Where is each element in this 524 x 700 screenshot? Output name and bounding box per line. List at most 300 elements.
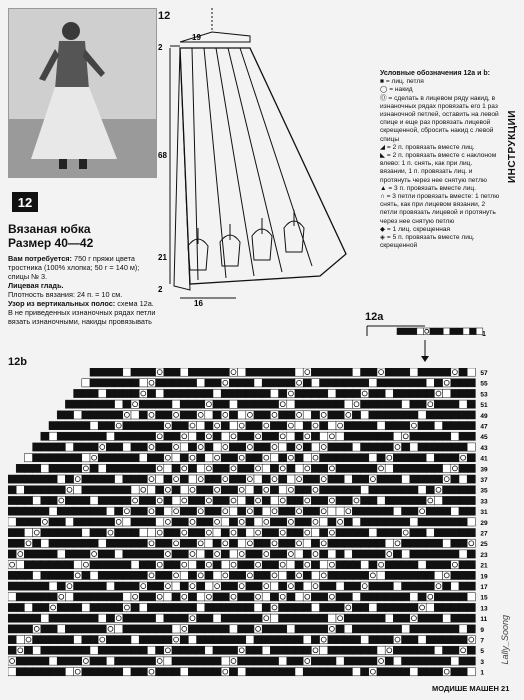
chart-b-cell [172,432,180,440]
chart-b-cell [320,496,328,504]
chart-b-cell [65,486,73,494]
chart-b-cell [172,593,180,601]
chart-b-cell [344,571,352,579]
chart-b-cell [254,411,262,419]
chart-b-cell [451,561,459,569]
chart-b-cell [205,411,213,419]
chart-b-cell [147,625,155,633]
chart-b-cell [123,389,131,397]
skirt-schematic [150,8,380,308]
chart-b-cell [361,657,369,665]
chart-b-cell [197,518,205,526]
chart-b-cell [303,593,311,601]
chart-b-cell [197,400,205,408]
chart-b-cell [180,454,188,462]
chart-b-cell [328,432,336,440]
chart-b-cell [311,603,319,611]
chart-b-cell [279,668,287,676]
chart-b-cell [279,636,287,644]
chart-b-cell [262,646,270,654]
chart-b-cell [311,368,319,376]
chart-b-cell [164,625,172,633]
chart-b-cell [115,593,123,601]
chart-b-cell [131,603,139,611]
chart-b-cell [197,422,205,430]
chart-b-cell [279,603,287,611]
chart-b-cell [287,507,295,515]
chart-b-cell [467,379,475,387]
chart-b-cell [123,625,131,633]
chart-b-cell [156,668,164,676]
chart-b-cell [172,614,180,622]
chart-b-cell [205,603,213,611]
chart-b-cell [311,496,319,504]
chart-b-cell [49,582,57,590]
chart-b-cell [82,518,90,526]
chart-b-cell [8,550,16,558]
chart-b-cell [459,432,467,440]
chart-b-cell [213,614,221,622]
chart-b-cell [8,486,16,494]
chart-b-cell [385,379,393,387]
chart-b-cell [426,561,434,569]
chart-b-cell [467,529,475,537]
chart-b-cell [82,422,90,430]
chart-b-cell [336,507,344,515]
chart-b-cell [74,561,82,569]
chart-b-cell [262,518,270,526]
chart-b-cell [49,561,57,569]
chart-b-cell [311,432,319,440]
chart-b-cell [238,582,246,590]
legend-item: ▲ = 3 п. провязать вместе лиц. [380,184,477,192]
row-number: 15 [480,594,488,602]
chart-b-cell [82,636,90,644]
chart-b-cell [410,582,418,590]
chart-b-cell [147,454,155,462]
chart-b-cell [352,400,360,408]
chart-b-cell [41,593,49,601]
chart-b-cell [352,603,360,611]
chart-b-cell [418,454,426,462]
chart-b-cell [197,614,205,622]
chart-b-cell [205,571,213,579]
chart-b-cell [172,582,180,590]
chart-b-cell [205,389,213,397]
chart-b-cell [98,422,106,430]
chart-b-cell [246,657,254,665]
chart-b-cell [172,668,180,676]
chart-b-cell [164,614,172,622]
chart-b-cell [303,443,311,451]
chart-b-cell [443,657,451,665]
chart-b-cell [65,614,73,622]
chart-b-cell [311,454,319,462]
chart-b-cell [402,454,410,462]
chart-b-cell [57,443,65,451]
chart-b-cell [328,593,336,601]
chart-b-cell [106,625,114,633]
chart-b-cell [238,529,246,537]
chart-b-cell [369,518,377,526]
chart-b-cell [418,379,426,387]
chart-b-cell [24,550,32,558]
chart-b-cell [418,582,426,590]
chart-b-cell [74,593,82,601]
chart-b-cell [164,593,172,601]
chart-b-cell [74,464,82,472]
chart-b-cell [115,454,123,462]
chart-b-cell [279,496,287,504]
chart-b-cell [57,539,65,547]
chart-b-cell [410,636,418,644]
chart-b-cell [156,432,164,440]
row-number: 35 [480,487,488,495]
chart-b-cell [246,625,254,633]
chart-b-cell [205,486,213,494]
chart-b-cell [238,486,246,494]
chart-b-cell [352,636,360,644]
chart-b-cell [8,603,16,611]
chart-b-cell [139,561,147,569]
chart-b-cell [287,422,295,430]
chart-b-cell [393,657,401,665]
chart-b-cell [156,454,164,462]
chart-b-cell [328,646,336,654]
chart-b-cell [238,507,246,515]
chart-b-cell [98,389,106,397]
tulip-motifs [188,210,304,270]
chart-b-cell [303,529,311,537]
chart-b-cell [221,379,229,387]
chart-b-cell [426,625,434,633]
chart-b-cell [426,668,434,676]
chart-b-cell [434,625,442,633]
chart-b-cell [385,422,393,430]
legend-item: ◢ = 2 п. провязать вместе лиц. [380,143,475,151]
chart-b-cell [156,422,164,430]
chart-b-cell [287,443,295,451]
chart-b-cell [451,422,459,430]
chart-a-cell [456,328,463,335]
chart-b-cell [402,582,410,590]
chart-b-cell [287,614,295,622]
chart-b-cell [197,486,205,494]
chart-b-cell [459,561,467,569]
chart-b-cell [213,593,221,601]
chart-b-cell [418,571,426,579]
chart-b-cell [41,496,49,504]
chart-b-cell [270,529,278,537]
chart-b-cell [426,368,434,376]
chart-b-cell [49,550,57,558]
chart-b-cell [393,561,401,569]
chart-b-cell [443,389,451,397]
chart-b-cell [311,614,319,622]
chart-b-cell [254,614,262,622]
chart-b-cell [49,454,57,462]
chart-b-cell [65,603,73,611]
chart-b-cell [279,486,287,494]
chart-b-cell [41,529,49,537]
chart-b-cell [123,668,131,676]
chart-b-cell [311,529,319,537]
chart-b-cell [90,636,98,644]
chart-b-cell [320,561,328,569]
chart-b-cell [361,636,369,644]
chart-b-cell [369,582,377,590]
chart-b-cell [74,529,82,537]
chart-b-cell [123,400,131,408]
chart-b-cell [418,518,426,526]
chart-b-cell [377,529,385,537]
chart-b-cell [426,486,434,494]
chart-b-cell [303,614,311,622]
chart-b-cell [238,379,246,387]
chart-b-cell [16,539,24,547]
chart-b-cell [451,454,459,462]
chart-b-cell [336,571,344,579]
chart-b-cell [443,571,451,579]
chart-b-cell [98,443,106,451]
chart-b-cell [74,668,82,676]
chart-b-cell [328,400,336,408]
chart-b-cell [123,646,131,654]
chart-b-cell [33,539,41,547]
chart-b-cell [295,571,303,579]
chart-b-cell [295,389,303,397]
chart-b-cell [197,507,205,515]
chart-b-cell [303,539,311,547]
chart-b-cell [139,507,147,515]
chart-b-cell [410,646,418,654]
chart-b-cell [410,614,418,622]
chart-b-cell [410,593,418,601]
chart-b-cell [197,464,205,472]
chart-b-cell [229,657,237,665]
chart-b-cell [90,443,98,451]
title-line-2: Размер 40—42 [8,236,94,250]
chart-b-cell [344,550,352,558]
chart-b-cell [246,411,254,419]
chart-b-cell [82,539,90,547]
chart-b-cell [213,646,221,654]
chart-b-cell [65,411,73,419]
chart-b-cell [426,389,434,397]
row-number: 57 [480,370,488,377]
chart-b-cell [328,443,336,451]
chart-b-cell [82,603,90,611]
chart-b-cell [180,625,188,633]
chart-b-cell [287,668,295,676]
chart-b-cell [434,668,442,676]
chart-b-cell [344,475,352,483]
chart-b-cell [131,507,139,515]
chart-b-cell [279,614,287,622]
chart-b-cell [426,657,434,665]
chart-b-cell [385,432,393,440]
chart-b-cell [49,475,57,483]
chart-b-cell [320,529,328,537]
chart-b-cell [393,443,401,451]
chart-b-cell [238,368,246,376]
chart-b-cell [402,539,410,547]
materials-lead-1: Вам потребуется: [8,254,72,263]
chart-b-cell [221,529,229,537]
chart-b-cell [467,646,475,654]
chart-b-cell [369,636,377,644]
chart-b-cell [393,668,401,676]
chart-b-cell [57,582,65,590]
chart-b-cell [139,657,147,665]
chart-b-cell [197,496,205,504]
section-label: ИНСТРУКЦИИ [507,110,518,184]
chart-b-cell [65,668,73,676]
chart-b-cell [451,539,459,547]
chart-b-cell [369,454,377,462]
chart-b-cell [451,668,459,676]
chart-b-cell [213,464,221,472]
chart-b-cell [57,507,65,515]
chart-b-cell [295,646,303,654]
chart-b-cell [254,475,262,483]
chart-b-cell [443,603,451,611]
chart-b-cell [213,550,221,558]
chart-b-cell [443,400,451,408]
chart-b-cell [467,400,475,408]
chart-b-cell [320,464,328,472]
chart-b-cell [295,464,303,472]
chart-b-cell [221,550,229,558]
chart-b-cell [410,454,418,462]
chart-b-cell [352,518,360,526]
chart-b-cell [320,475,328,483]
chart-b-cell [418,422,426,430]
chart-b-cell [65,561,73,569]
chart-b-cell [287,657,295,665]
chart-b-cell [131,625,139,633]
chart-b-cell [361,475,369,483]
chart-b-cell [434,550,442,558]
chart-b-cell [279,593,287,601]
chart-b-cell [418,614,426,622]
chart-b-cell [16,657,24,665]
chart-b-cell [98,614,106,622]
chart-b-cell [24,539,32,547]
chart-b-cell [295,529,303,537]
chart-b-cell [238,657,246,665]
chart-b-cell [188,518,196,526]
chart-b-cell [24,614,32,622]
chart-b-cell [238,443,246,451]
chart-b-cell [164,411,172,419]
chart-b-cell [131,400,139,408]
chart-b-cell [426,400,434,408]
chart-b-cell [106,475,114,483]
chart-b-cell [287,582,295,590]
chart-b-cell [172,507,180,515]
chart-b-cell [106,539,114,547]
chart-b-cell [369,561,377,569]
chart-b-cell [188,561,196,569]
chart-b-cell [287,561,295,569]
chart-b-cell [344,443,352,451]
chart-b-cell [139,539,147,547]
chart-b-cell [451,582,459,590]
chart-b-cell [164,432,172,440]
chart-b-cell [49,539,57,547]
chart-b-cell [229,582,237,590]
chart-b-cell [205,464,213,472]
chart-b-cell [410,668,418,676]
chart-b-cell [361,582,369,590]
chart-b-cell [188,443,196,451]
chart-b-cell [221,422,229,430]
chart-a-cell [410,328,417,335]
chart-b-cell [24,454,32,462]
chart-b-cell [33,571,41,579]
chart-b-cell [369,475,377,483]
chart-b-cell [74,507,82,515]
chart-b-cell [221,518,229,526]
chart-b-cell [377,507,385,515]
chart-b-cell [33,443,41,451]
chart-b-cell [434,389,442,397]
chart-b-cell [41,636,49,644]
chart-b-cell [57,529,65,537]
chart-b-cell [459,529,467,537]
chart-b-cell [270,389,278,397]
chart-b-cell [197,550,205,558]
chart-b-cell [344,368,352,376]
chart-b-cell [115,646,123,654]
chart-b-cell [82,582,90,590]
chart-b-cell [33,625,41,633]
chart-b-cell [131,636,139,644]
chart-b-cell [16,668,24,676]
chart-b-cell [287,400,295,408]
chart-b-cell [188,475,196,483]
row-number: 27 [480,530,488,538]
chart-b-cell [418,432,426,440]
chart-b-cell [402,464,410,472]
chart-b-cell [377,539,385,547]
chart-b-cell [131,646,139,654]
chart-b-cell [402,636,410,644]
chart-b-cell [361,411,369,419]
chart-b-cell [213,657,221,665]
chart-b-cell [443,368,451,376]
chart-b-cell [467,603,475,611]
chart-b-cell [418,475,426,483]
chart-b-cell [426,646,434,654]
chart-b-cell [270,625,278,633]
chart-b-cell [147,475,155,483]
chart-b-cell [57,571,65,579]
row-number: 43 [480,444,488,452]
chart-b-cell [90,571,98,579]
chart-b-cell [229,379,237,387]
chart-b-cell [320,400,328,408]
chart-b-cell [197,571,205,579]
chart-b-cell [82,646,90,654]
chart-b-cell [246,571,254,579]
chart-b-cell [467,368,475,376]
chart-b-cell [106,454,114,462]
chart-b-cell [139,454,147,462]
chart-b-cell [90,379,98,387]
chart-b-cell [320,657,328,665]
